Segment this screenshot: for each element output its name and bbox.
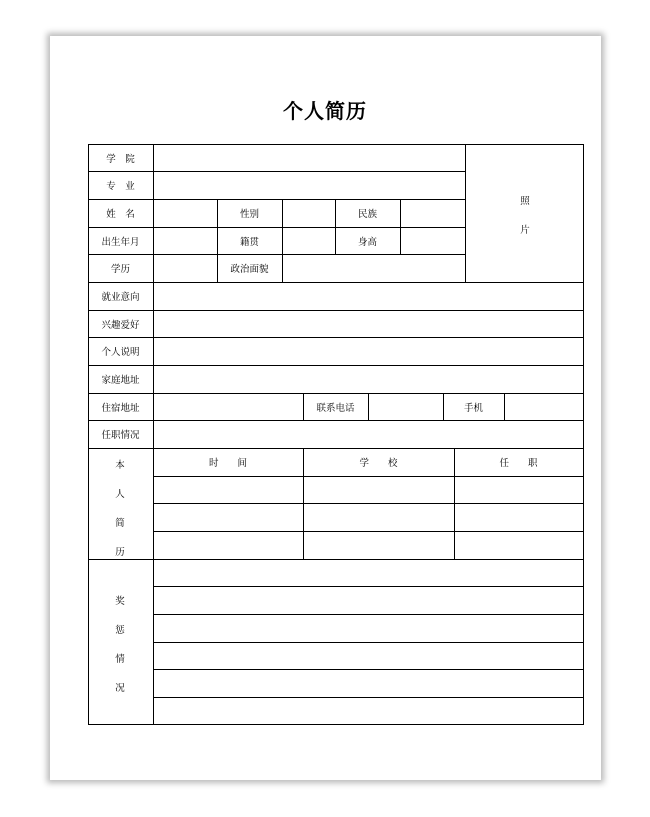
photo-char-1: 照 (520, 196, 530, 207)
label-mobile: 手机 (463, 403, 483, 414)
label-contact-phone: 联系电话 (316, 403, 355, 414)
resume-header-time: 时 间 (208, 458, 247, 469)
label-education: 学历 (110, 264, 130, 275)
label-ethnicity: 民族 (357, 209, 377, 220)
label-hobbies: 兴趣爱好 (101, 320, 140, 331)
label-name: 姓 名 (106, 209, 135, 220)
document-title: 个人简历 (283, 99, 367, 123)
label-college: 学 院 (106, 154, 135, 165)
label-positions: 任职情况 (101, 430, 140, 441)
resume-side-char-3: 简 (115, 518, 125, 529)
resume-side-char-4: 历 (115, 547, 125, 558)
label-residence: 住宿地址 (101, 403, 140, 414)
awards-side-char-2: 惩 (115, 625, 125, 636)
resume-header-position: 任 职 (499, 458, 538, 469)
resume-side-char-2: 人 (115, 489, 125, 500)
resume-header-school: 学 校 (359, 458, 398, 469)
awards-side-char-3: 情 (115, 654, 125, 665)
label-birth: 出生年月 (101, 237, 140, 248)
label-home-address: 家庭地址 (101, 375, 140, 386)
label-personal-statement: 个人说明 (101, 347, 140, 358)
label-gender: 性别 (239, 209, 259, 220)
label-political-status: 政治面貌 (230, 264, 269, 275)
label-native-place: 籍贯 (239, 237, 259, 248)
awards-side-char-4: 况 (115, 683, 125, 694)
label-height: 身高 (357, 237, 377, 248)
label-job-intention: 就业意向 (101, 292, 140, 303)
awards-side-char-1: 奖 (115, 596, 125, 607)
label-major: 专 业 (106, 181, 135, 192)
resume-side-char-1: 本 (115, 460, 125, 471)
photo-char-2: 片 (520, 225, 530, 236)
